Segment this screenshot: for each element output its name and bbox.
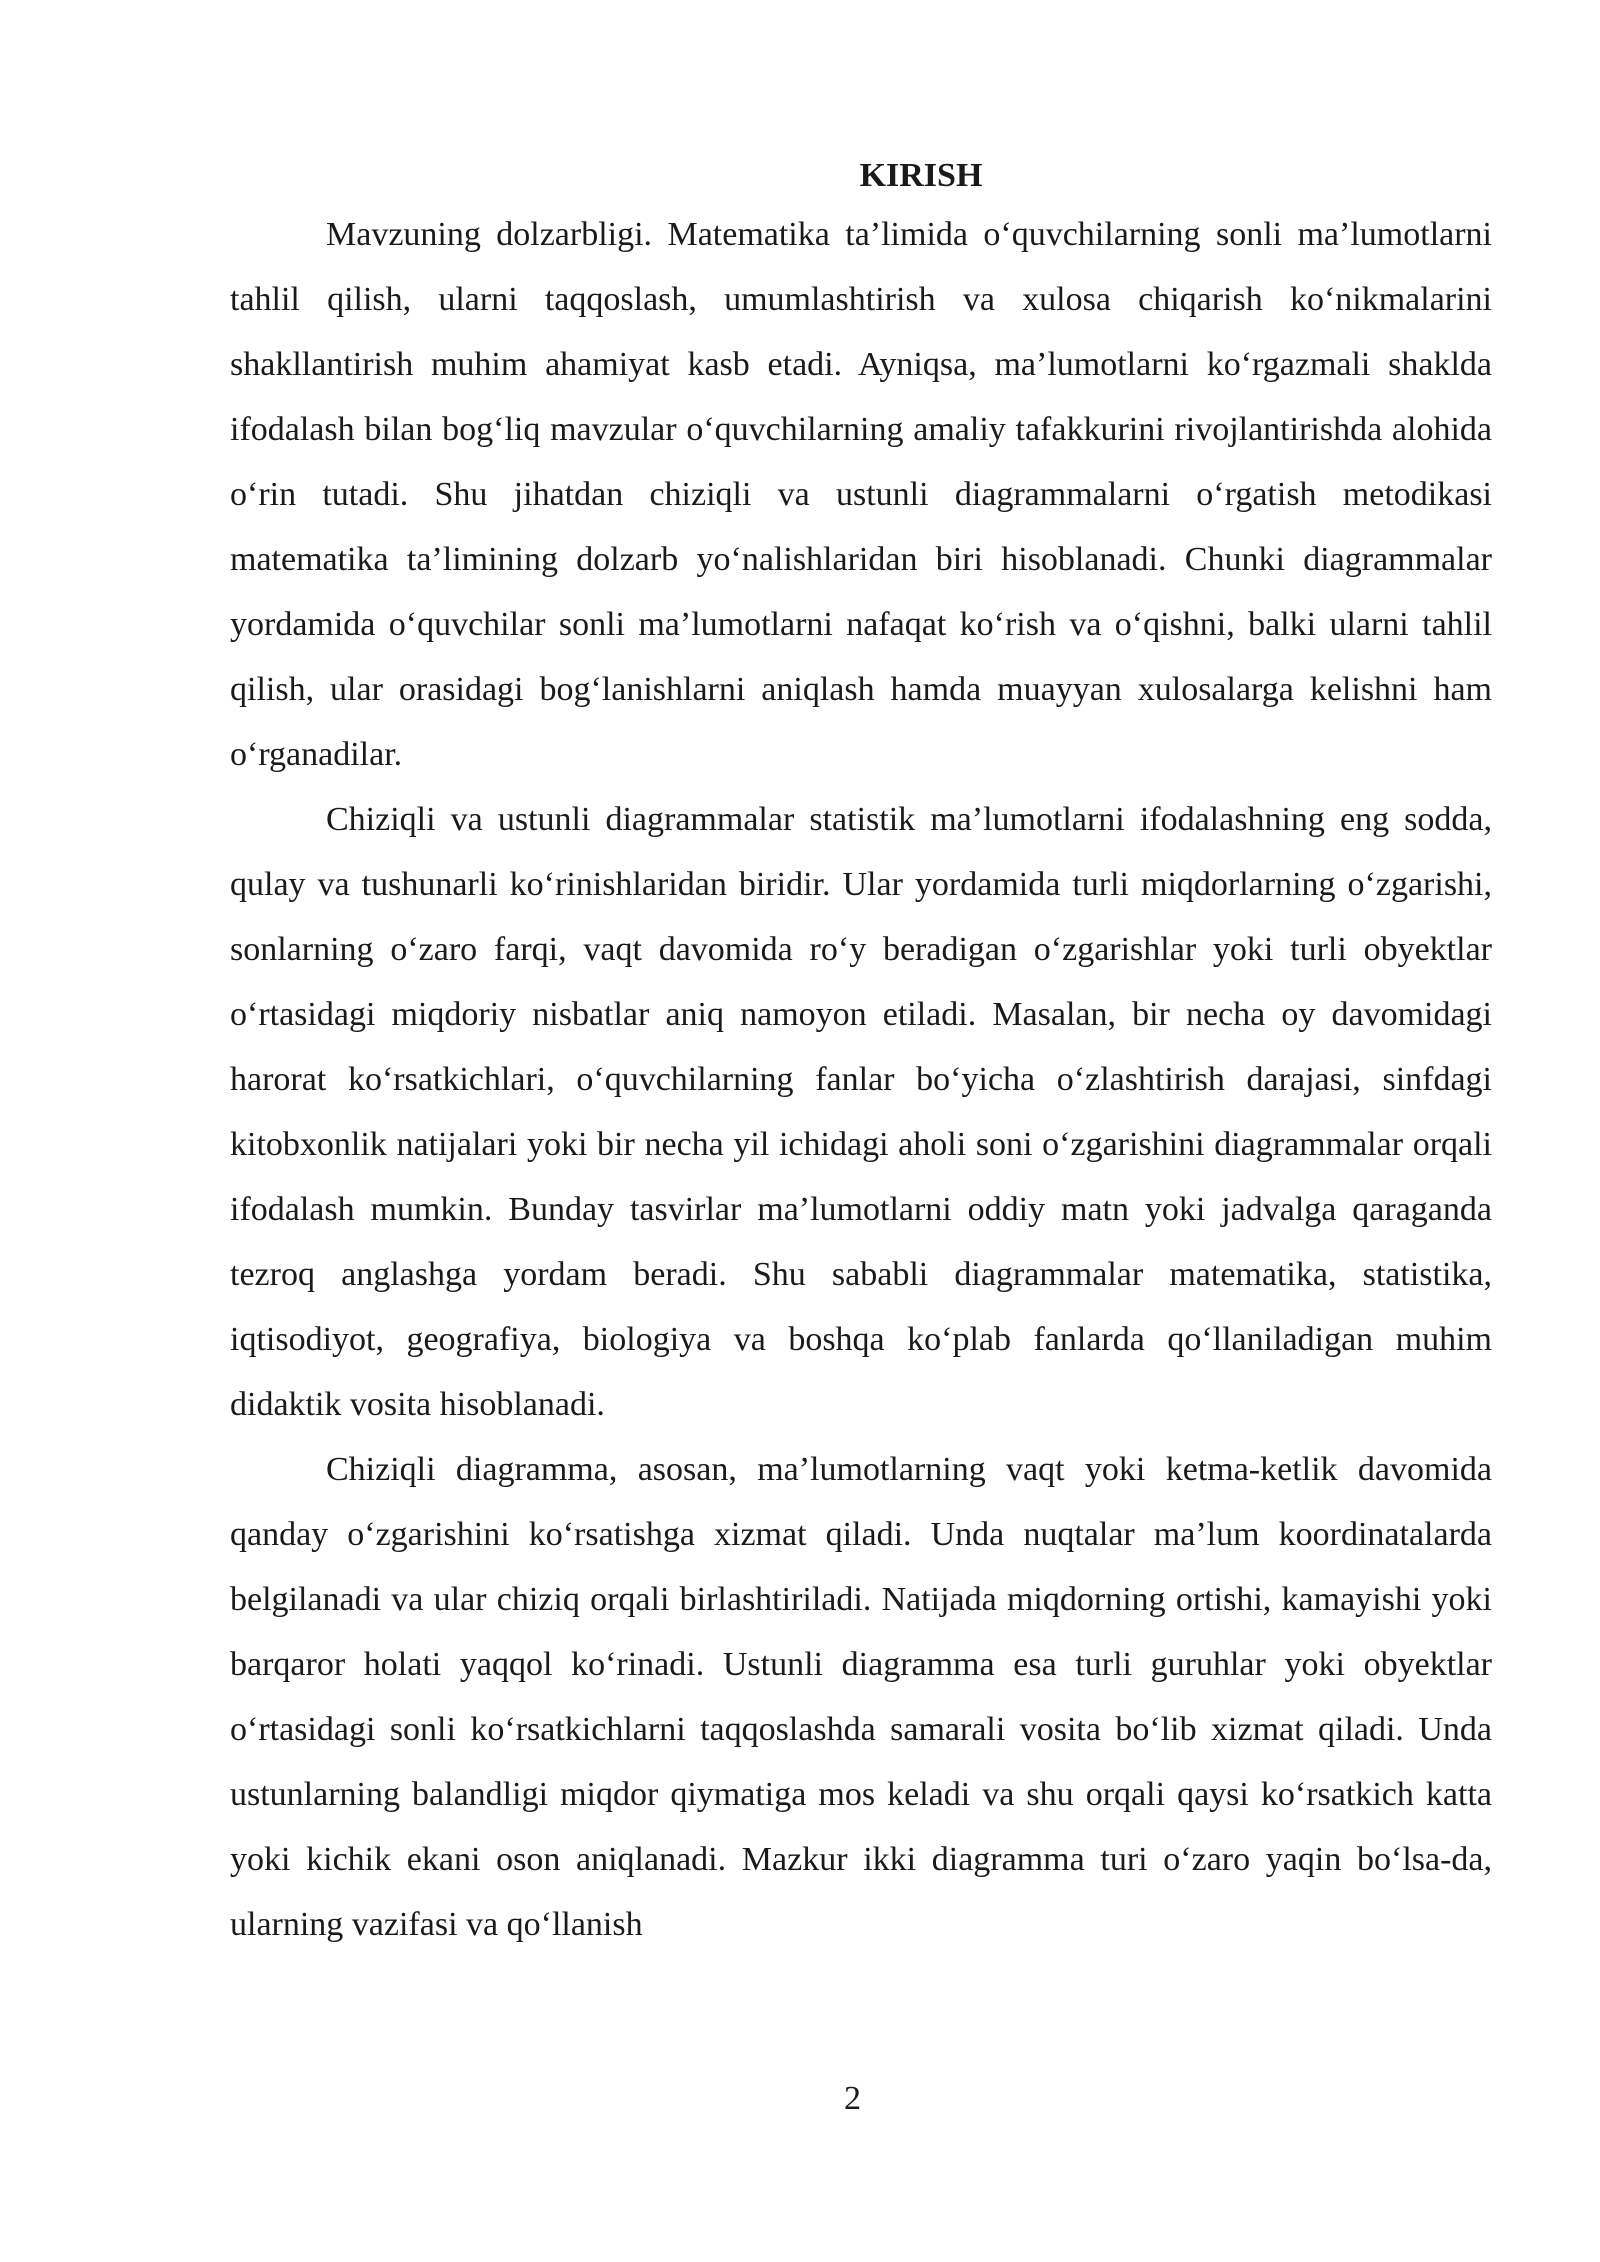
page-content <box>230 150 1492 1957</box>
page-number: 2 <box>844 2080 861 2117</box>
section-title: KIRISH <box>859 157 983 194</box>
paragraph-diagram-types: Chiziqli va ustunli diagrammalar statistik ma’lumotlarni ifodalashning eng sodda, qulay va tushunarli ko‘rinishlaridan biridir. Ular yordamida turli miqdorlarning o‘zgarishi, sonlarning o‘zaro farqi, vaqt davomida ro‘y beradigan o‘zgarishlar yoki turli obyektlar o‘rtasidagi miqdoriy nisbatlar aniq namoyon etiladi. Masalan, bir necha oy davomidagi harorat ko‘rsatkichlari, o‘quvchilarning fanlar bo‘yicha o‘zlashtirish darajasi, sinfdagi kitobxonlik natijalari yoki bir necha yil ichidagi aholi soni o‘zgarishini diagrammalar orqali ifodalash mumkin. Bunday tasvirlar ma’lumotlarni oddiy matn yoki jadvalga qaraganda tezroq anglashga yordam beradi. Shu sababli diagrammalar matematika, statistika, iqtisodiyot, geografiya, biologiya va boshqa ko‘plab fanlarda qo‘llaniladigan muhim didaktik vosita hisoblanadi. <box>230 801 1492 1423</box>
paragraph-line-and-bar: Chiziqli diagramma, asosan, ma’lumotlarning vaqt yoki ketma-ketlik davomida qanday o‘zgarishini ko‘rsatishga xizmat qiladi. Unda nuqtalar ma’lum koordinatalarda belgilanadi va ular chiziq orqali birlashtiriladi. Natijada miqdorning ortishi, kamayishi yoki barqaror holati yaqqol ko‘rinadi. Ustunli diagramma esa turli guruhlar yoki obyektlar o‘rtasidagi sonli ko‘rsatkichlarni taqqoslashda samarali vosita bo‘lib xizmat qiladi. Unda ustunlarning balandligi miqdor qiymatiga mos keladi va shu orqali qaysi ko‘rsatkich katta yoki kichik ekani oson aniqlanadi. Mazkur ikki diagramma turi o‘zaro yaqin bo‘lsa-da, ularning vazifasi va qo‘llanish <box>230 1451 1492 1943</box>
paragraph-relevance: Mavzuning dolzarbligi. Matematika ta’limida o‘quvchilarning sonli ma’lumotlarni tahlil qilish, ularni taqqoslash, umumlashtirish va xulosa chiqarish ko‘nikmalarini shakllantirish muhim ahamiyat kasb etadi. Ayniqsa, ma’lumotlarni ko‘rgazmali shaklda ifodalash bilan bog‘liq mavzular o‘quvchilarning amaliy tafakkurini rivojlantirishda alohida o‘rin tutadi. Shu jihatdan chiziqli va ustunli diagrammalarni o‘rgatish metodikasi matematika ta’limining dolzarb yo‘nalishlaridan biri hisoblanadi. Chunki diagrammalar yordamida o‘quvchilar sonli ma’lumotlarni nafaqat ko‘rish va o‘qishni, balki ularni tahlil qilish, ular orasidagi bog‘lanishlarni aniqlash hamda muayyan xulosalarga kelishni ham o‘rganadilar. <box>230 216 1492 773</box>
